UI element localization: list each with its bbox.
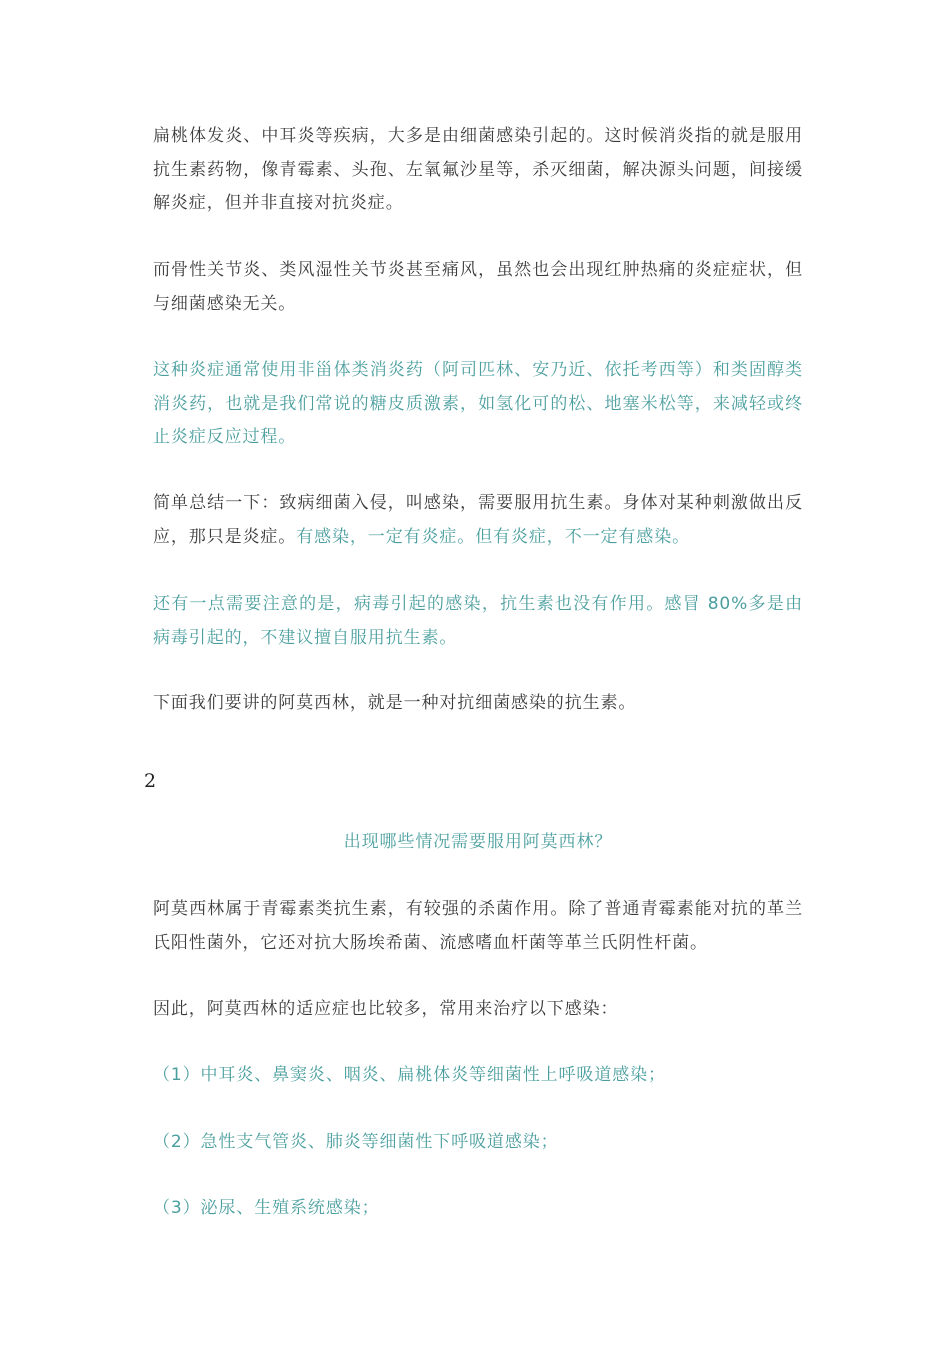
list-item-upper-respiratory: （1）中耳炎、鼻窦炎、咽炎、扁桃体炎等细菌性上呼吸道感染； [153, 1065, 666, 1085]
paragraph-bacterial-infection: 扁桃体发炎、中耳炎等疾病，大多是由细菌感染引起的。这时候消炎指的就是服用抗生素药物，像青霉素、头孢、左氧氟沙星等，杀灭细菌，解决源头问题，间接缓解炎症，但并非直接对抗炎症。 [153, 126, 803, 213]
summary-highlight-text: 有感染，一定有炎症。但有炎症，不一定有感染。 [296, 526, 691, 547]
paragraph-amoxicillin-intro: 下面我们要讲的阿莫西林，就是一种对抗细菌感染的抗生素。 [153, 693, 637, 713]
summary-plain-text: 简单总结一下：致病细菌入侵，叫感染，需要服用抗生素。身体对某种刺激做出反应，那只是炎症。 [153, 493, 803, 547]
list-item-urogenital: （3）泌尿、生殖系统感染； [153, 1198, 380, 1218]
paragraph-non-bacterial-inflammation: 而骨性关节炎、类风湿性关节炎甚至痛风，虽然也会出现红肿热痛的炎症症状，但与细菌感染无关。 [153, 260, 803, 314]
paragraph-summary [153, 487, 803, 554]
paragraph-indications-intro: 因此，阿莫西林的适应症也比较多，常用来治疗以下感染： [153, 999, 619, 1019]
paragraph-amoxicillin-class: 阿莫西林属于青霉素类抗生素，有较强的杀菌作用。除了普通青霉素能对抗的革兰氏阳性菌外，它还对抗大肠埃希菌、流感嗜血杆菌等革兰氏阴性杆菌。 [153, 899, 803, 953]
paragraph-virus-note: 还有一点需要注意的是，病毒引起的感染，抗生素也没有作用。感冒 80%多是由病毒引起的，不建议擅自服用抗生素。 [153, 594, 803, 648]
list-item-lower-respiratory: （2）急性支气管炎、肺炎等细菌性下呼吸道感染； [153, 1132, 559, 1152]
section-number: 2 [144, 770, 157, 792]
section-heading: 出现哪些情况需要服用阿莫西林？ [343, 832, 613, 852]
paragraph-anti-inflammatory-drugs: 这种炎症通常使用非甾体类消炎药（阿司匹林、安乃近、依托考西等）和类固醇类消炎药，也就是我们常说的糖皮质激素，如氢化可的松、地塞米松等，来减轻或终止炎症反应过程。 [153, 360, 803, 447]
